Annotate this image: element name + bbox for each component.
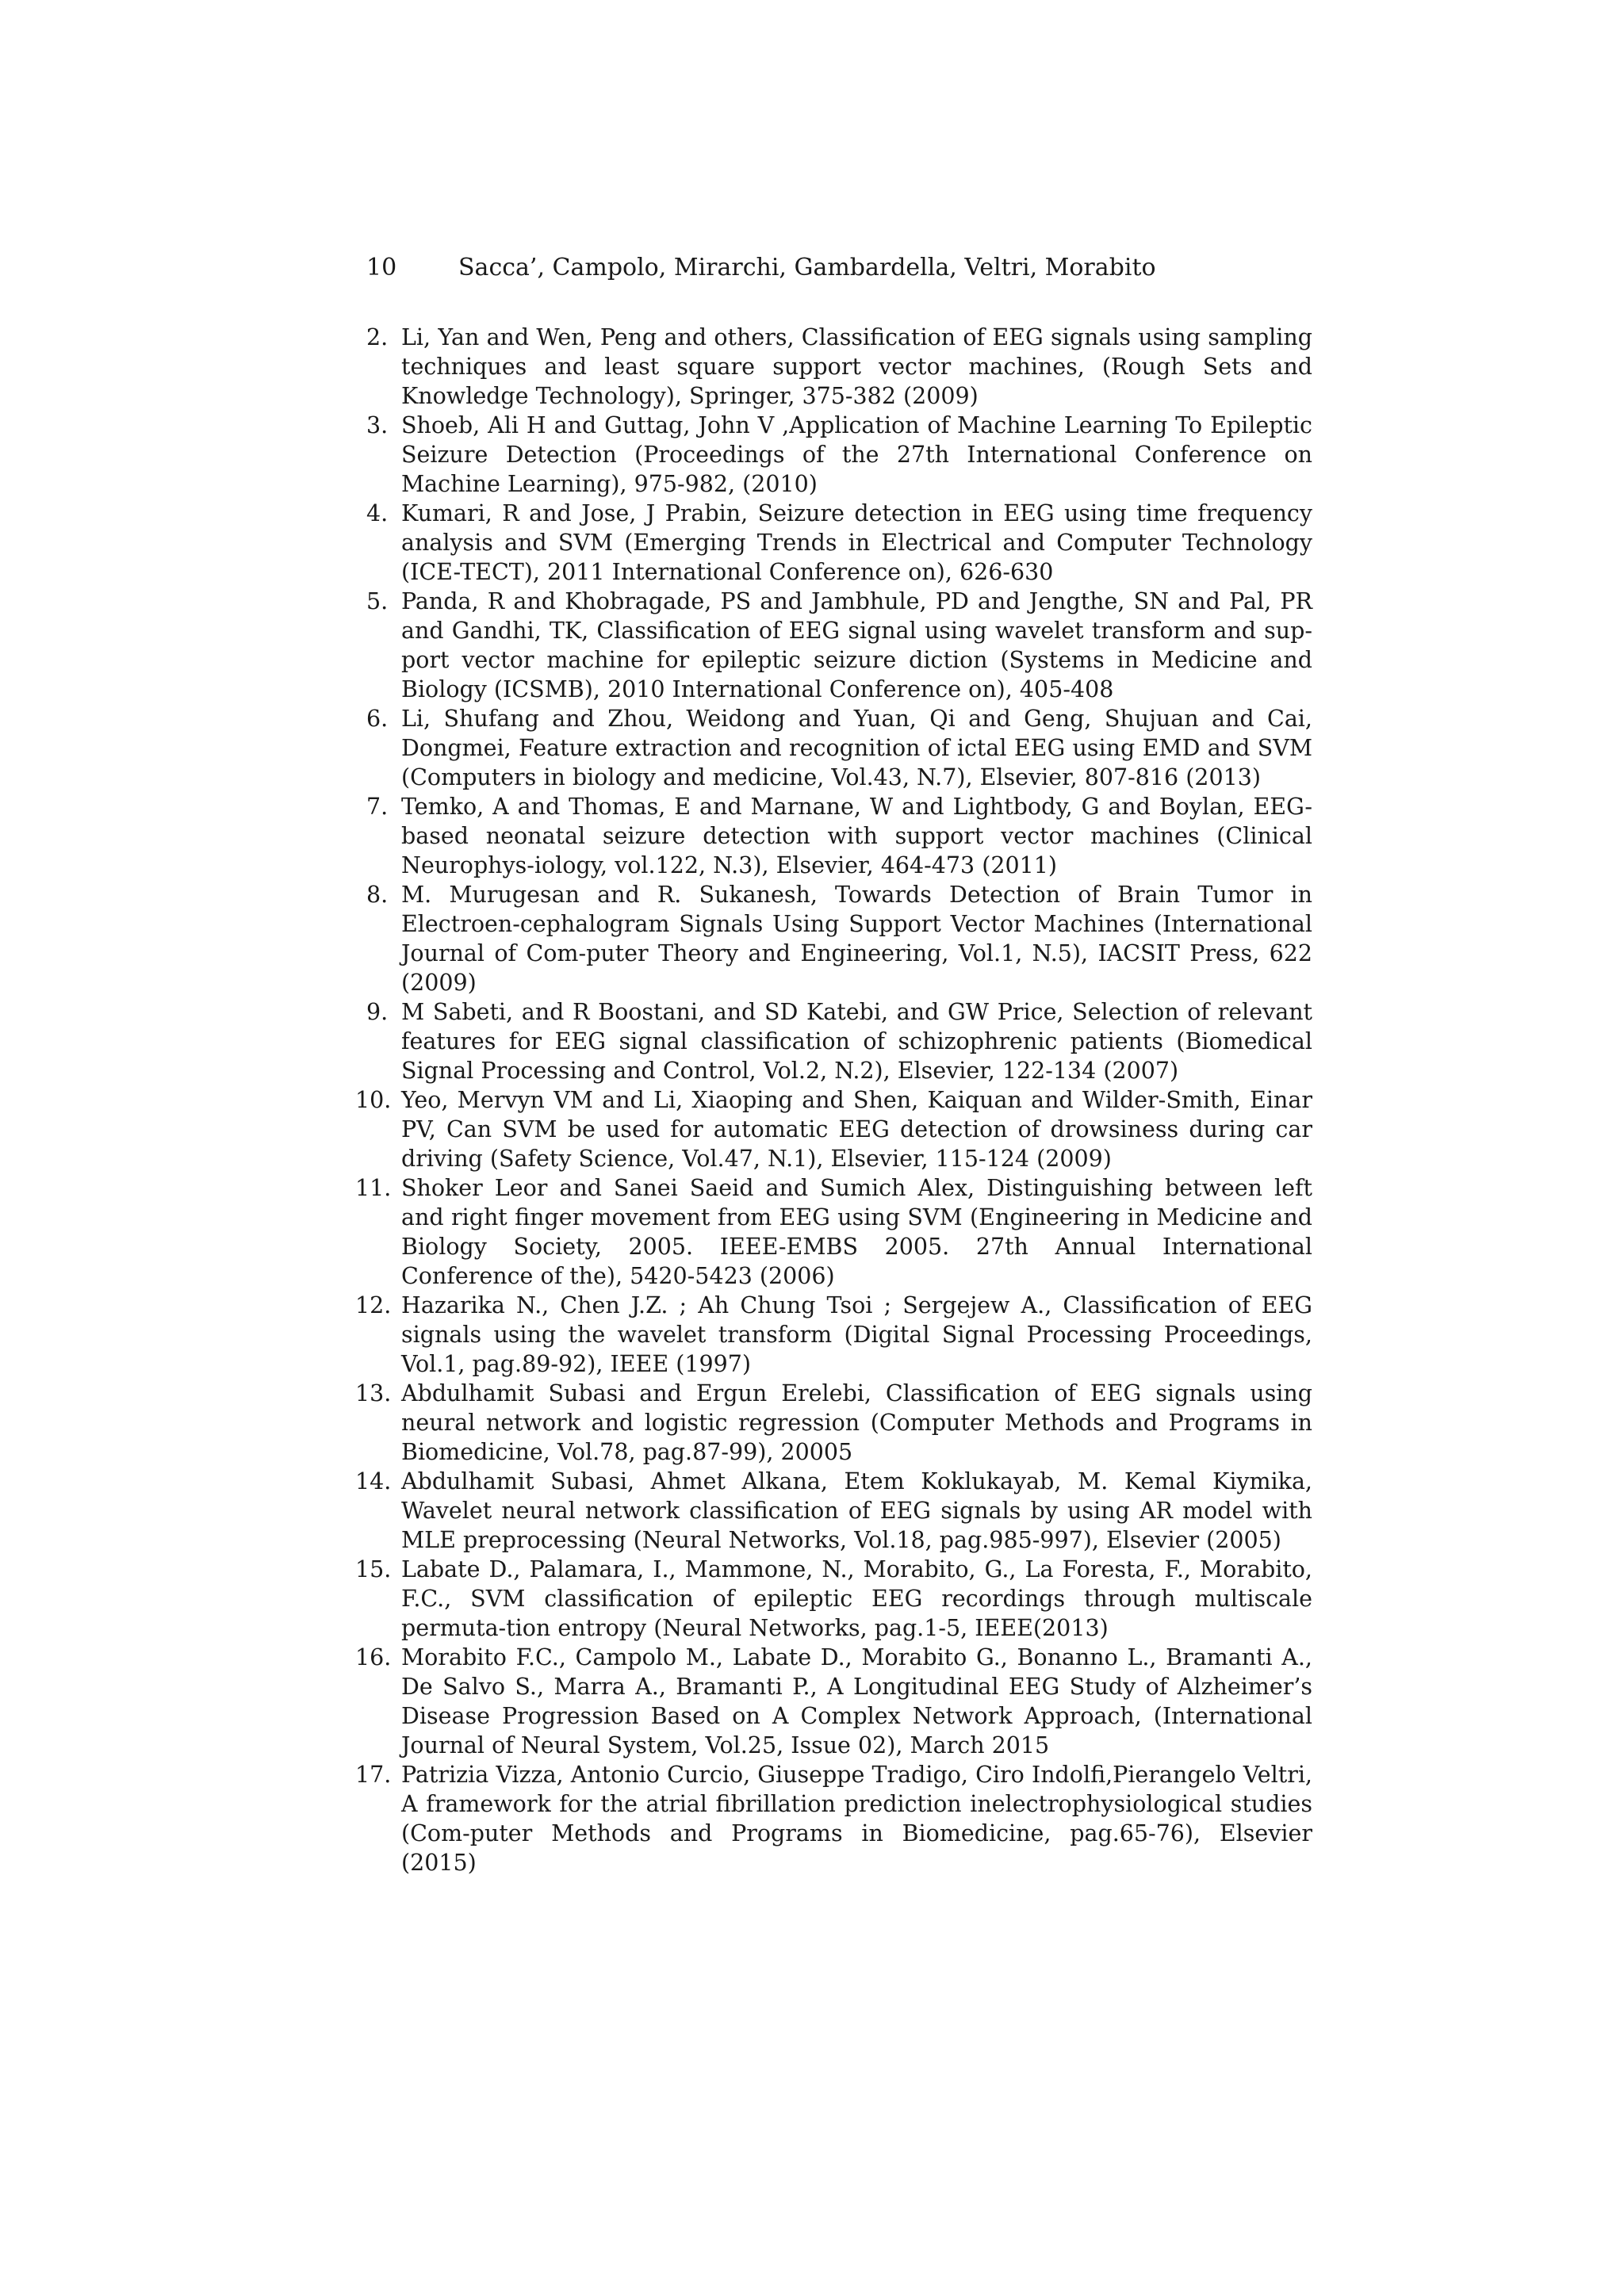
reference-number: 10. [355,1087,392,1113]
reference-item [366,880,1312,997]
reference-item [355,1467,1312,1555]
reference-text: Panda, R and Khobragade, PS and Jambhule, PD and Jengthe, SN and Pal, PR and Gandhi, TK, Classification of EEG signal using wavelet transform and sup-port vector machine for epileptic seizure diction (Systems in Medicine and Biology (ICSMB), 2010 International Conference on), 405-408 [401,588,1312,702]
reference-item [355,1291,1312,1379]
reference-item [366,323,1312,411]
reference-number: 11. [355,1175,392,1201]
reference-text: Abdulhamit Subasi, Ahmet Alkana, Etem Koklukayab, M. Kemal Kiymika, Wavelet neural network classification of EEG signals by using AR model with MLE preprocessing (Neural Networks, Vol.18, pag.985-997), Elsevier (2005) [401,1468,1312,1553]
reference-item [366,792,1312,880]
reference-item [355,1760,1312,1877]
reference-number: 5. [366,588,389,614]
reference-item [355,1173,1312,1291]
reference-text: Abdulhamit Subasi and Ergun Erelebi, Classification of EEG signals using neural network and logistic regression (Computer Methods and Programs in Biomedicine, Vol.78, pag.87-99), 20005 [401,1380,1312,1465]
reference-text: Hazarika N., Chen J.Z. ; Ah Chung Tsoi ; Sergejew A., Classification of EEG signals using the wavelet transform (Digital Signal Processing Proceedings, Vol.1, pag.89-92), IEEE (1997) [401,1292,1312,1377]
reference-text: Morabito F.C., Campolo M., Labate D., Morabito G., Bonanno L., Bramanti A., De Salvo S., Marra A., Bramanti P., A Longitudinal EEG Study of Alzheimer’s Disease Progression Based on A Complex Network Approach, (International Journal of Neural System, Vol.25, Issue 02), March 2015 [401,1644,1312,1758]
reference-text: Shoeb, Ali H and Guttag, John V ,Application of Machine Learning To Epileptic Seizure Detection (Proceedings of the 27th International Conference on Machine Learning), 975-982, (2010) [401,412,1312,497]
reference-number: 4. [366,500,389,526]
reference-list [355,323,1312,1877]
reference-number: 12. [355,1292,392,1318]
reference-text: Yeo, Mervyn VM and Li, Xiaoping and Shen, Kaiquan and Wilder-Smith, Einar PV, Can SVM be used for automatic EEG detection of drowsiness during car driving (Safety Science, Vol.47, N.1), Elsevier, 115-124 (2009) [401,1087,1312,1172]
reference-item [355,1555,1312,1643]
reference-number: 2. [366,324,389,350]
reference-item [366,997,1312,1085]
reference-item [366,499,1312,587]
reference-number: 8. [366,882,389,908]
page-number: 10 [366,254,397,281]
reference-text: Shoker Leor and Sanei Saeid and Sumich Alex, Distinguishing between left and right finger movement from EEG using SVM (Engineering in Medicine and Biology Society, 2005. IEEE-EMBS 2005. 27th Annual International Conference of the), 5420-5423 (2006) [401,1175,1312,1289]
reference-number: 9. [366,999,389,1025]
reference-number: 15. [355,1556,392,1582]
reference-text: Li, Yan and Wen, Peng and others, Classification of EEG signals using sampling techniques and least square support vector machines, (Rough Sets and Knowledge Technology), Springer, 375-382 (2009) [401,324,1312,409]
reference-number: 17. [355,1762,392,1788]
reference-text: M. Murugesan and R. Sukanesh, Towards Detection of Brain Tumor in Electroen-cephalogram Signals Using Support Vector Machines (International Journal of Com-puter Theory and Engineering, Vol.1, N.5), IACSIT Press, 622 (2009) [401,882,1312,996]
reference-item [366,587,1312,704]
reference-number: 13. [355,1380,392,1406]
reference-number: 3. [366,412,389,438]
reference-item [366,411,1312,499]
reference-text: Temko, A and Thomas, E and Marnane, W and Lightbody, G and Boylan, EEG-based neonatal seizure detection with support vector machines (Clinical Neurophys-iology, vol.122, N.3), Elsevier, 464-473 (2011) [401,794,1312,878]
reference-number: 16. [355,1644,392,1670]
reference-number: 7. [366,794,389,820]
reference-item [355,1379,1312,1467]
reference-item [355,1643,1312,1760]
reference-number: 6. [366,706,389,732]
running-head: Sacca’, Campolo, Mirarchi, Gambardella, Veltri, Morabito [458,254,1156,281]
reference-item [355,1085,1312,1173]
reference-text: Li, Shufang and Zhou, Weidong and Yuan, Qi and Geng, Shujuan and Cai, Dongmei, Feature extraction and recognition of ictal EEG using EMD and SVM (Computers in biology and medicine, Vol.43, N.7), Elsevier, 807-816 (2013) [401,706,1312,790]
page-header [366,252,1318,284]
reference-number: 14. [355,1468,392,1494]
reference-text: M Sabeti, and R Boostani, and SD Katebi, and GW Price, Selection of relevant features for EEG signal classification of schizophrenic patients (Biomedical Signal Processing and Control, Vol.2, N.2), Elsevier, 122-134 (2007) [401,999,1312,1084]
reference-text: Patrizia Vizza, Antonio Curcio, Giuseppe Tradigo, Ciro Indolfi,Pierangelo Veltri, A framework for the atrial fibrillation prediction inelectrophysiological studies (Com-puter Methods and Programs in Biomedicine, pag.65-76), Elsevier (2015) [401,1762,1312,1876]
reference-text: Labate D., Palamara, I., Mammone, N., Morabito, G., La Foresta, F., Morabito, F.C., SVM classification of epileptic EEG recordings through multiscale permuta-tion entropy (Neural Networks, pag.1-5, IEEE(2013) [401,1556,1312,1641]
reference-item [366,704,1312,792]
reference-text: Kumari, R and Jose, J Prabin, Seizure detection in EEG using time frequency analysis and SVM (Emerging Trends in Electrical and Computer Technology (ICE-TECT), 2011 International Conference on), 626-630 [401,500,1312,585]
